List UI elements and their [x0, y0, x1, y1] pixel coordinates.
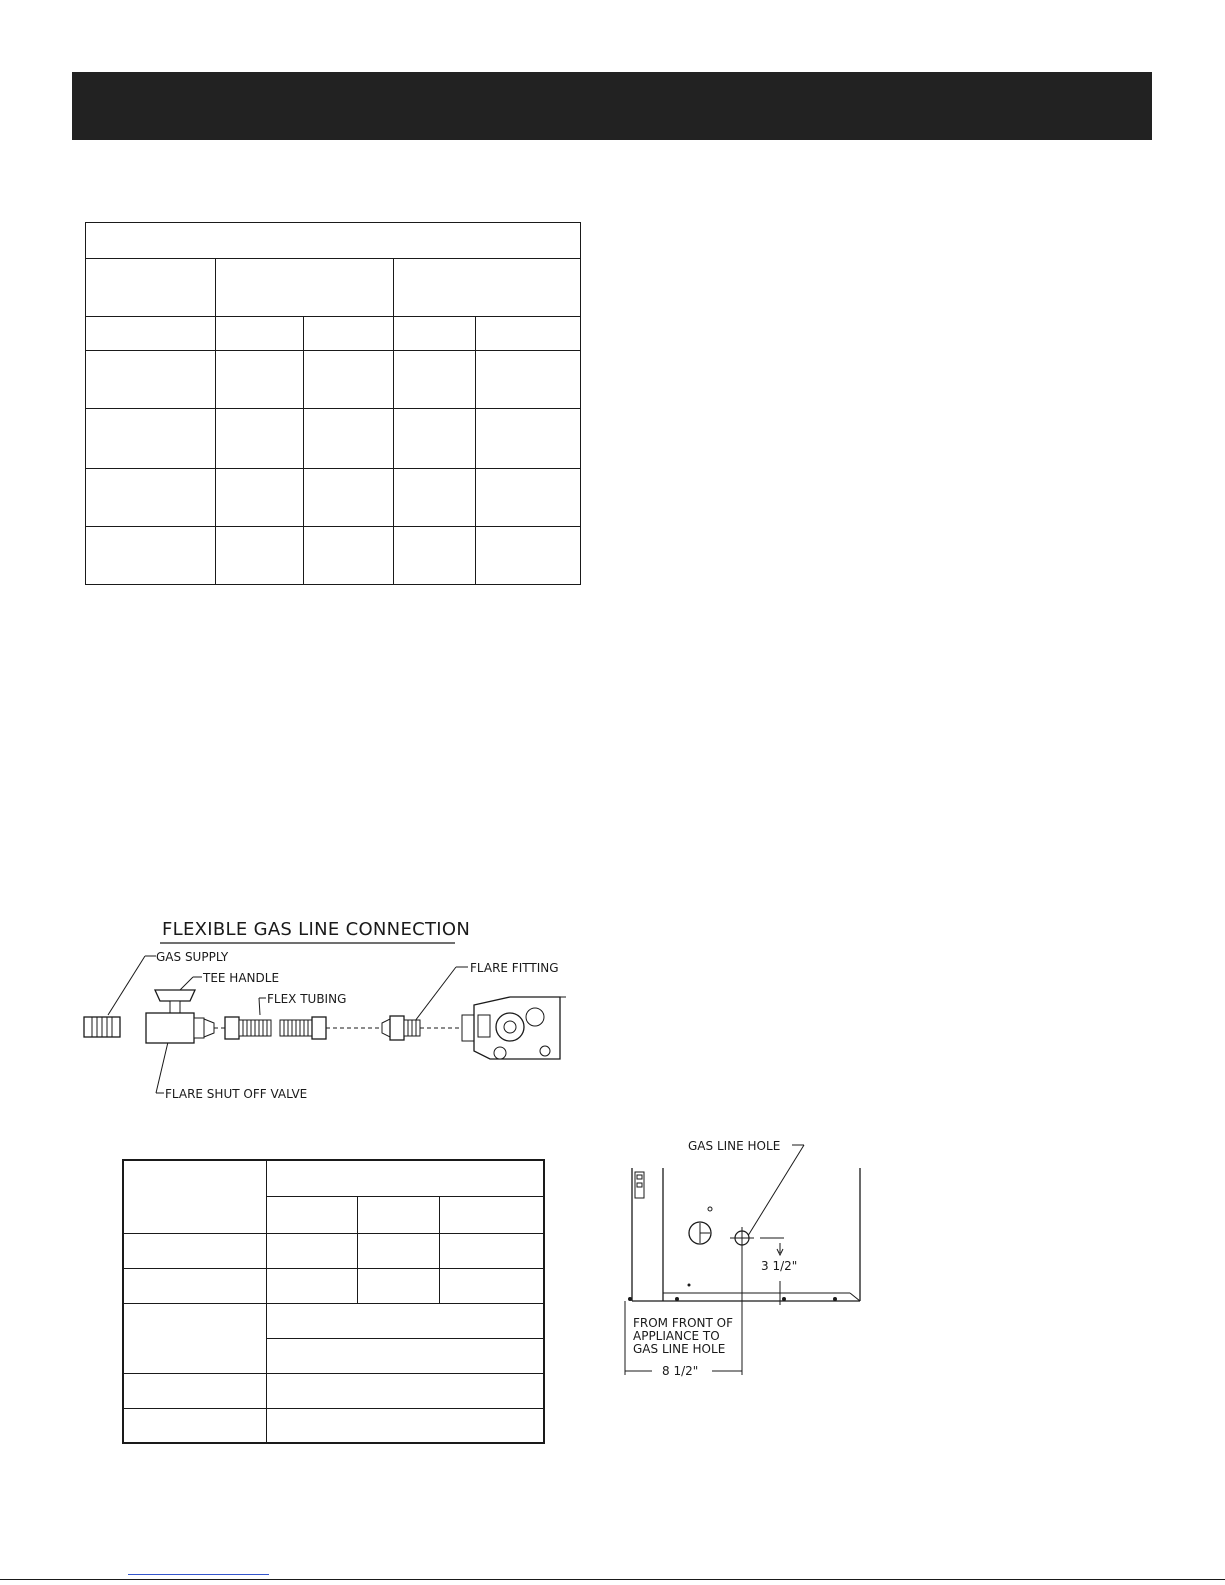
front-note-line-2: APPLIANCE TO [633, 1329, 720, 1343]
flare-fitting [382, 1016, 420, 1040]
gas-line-hole-label: GAS LINE HOLE [688, 1139, 781, 1153]
table-row [123, 1233, 544, 1268]
flexible-gas-line-diagram [70, 915, 570, 1115]
flex-tubing-label: FLEX TUBING [267, 992, 347, 1006]
flex-tubing [225, 1017, 326, 1039]
footer-rule [0, 1579, 1225, 1580]
table-row [123, 1303, 544, 1338]
table-row [86, 527, 581, 585]
table-row [123, 1268, 544, 1303]
table-row [86, 317, 581, 351]
footer-link-underline[interactable] [128, 1574, 269, 1575]
shutoff-valve [146, 990, 214, 1043]
specifications-table [85, 222, 581, 585]
table-row [123, 1408, 544, 1443]
front-note-line-1: FROM FRONT OF [633, 1316, 734, 1330]
gas-line-hole-diagram [620, 1135, 880, 1395]
table-header-cell [394, 259, 581, 317]
horizontal-dimension-label: 8 1/2" [662, 1364, 699, 1378]
front-note-line-3: GAS LINE HOLE [633, 1342, 726, 1356]
table-header-cell [266, 1160, 544, 1196]
table-row [86, 469, 581, 527]
table-row [86, 409, 581, 469]
table-header-cell [216, 259, 394, 317]
diagram-title: FLEXIBLE GAS LINE CONNECTION [162, 919, 471, 940]
clearance-table [122, 1159, 545, 1444]
tee-handle-label: TEE HANDLE [203, 971, 280, 985]
flare-shutoff-label: FLARE SHUT OFF VALVE [165, 1087, 308, 1101]
table-row [86, 351, 581, 409]
gas-supply-pipe [84, 1017, 120, 1037]
gas-supply-label: GAS SUPPLY [156, 950, 229, 964]
flare-fitting-label: FLARE FITTING [470, 961, 559, 975]
table-header-cell [123, 1160, 266, 1233]
table-title-cell [86, 223, 581, 259]
gas-valve [462, 997, 566, 1059]
vertical-dimension-label: 3 1/2" [761, 1259, 798, 1273]
table-header-cell [86, 259, 216, 317]
section-header-bar [72, 72, 1152, 140]
table-row [123, 1373, 544, 1408]
